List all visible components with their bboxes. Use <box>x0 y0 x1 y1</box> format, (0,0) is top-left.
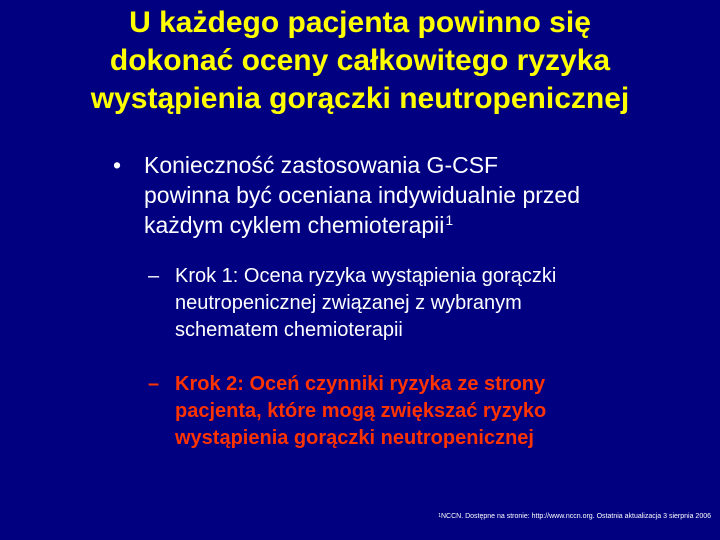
footnote-text: NCCN. Dostępne na stronie: http://www.nccn.org. Ostatnia aktualizacja 3 sierpnia 2006 <box>440 513 711 520</box>
title-line: wystąpienia gorączki neutropenicznej <box>90 82 630 115</box>
sub-bullet-line: neutropenicznej związanej z wybranym <box>175 292 522 314</box>
main-bullet-line: Konieczność zastosowania G-CSF <box>144 152 499 178</box>
main-bullet-line-wrap <box>144 210 704 243</box>
footnote-mark: 1 <box>438 513 441 519</box>
bullet-marker: • <box>113 152 122 178</box>
sub-bullet-text <box>175 371 715 452</box>
sub-bullet-line: pacjenta, które mogą zwiększać ryzyko <box>175 400 547 422</box>
main-bullet-line: powinna być oceniana indywidualnie przed <box>144 182 581 208</box>
sub-bullet-line: Krok 1: Ocena ryzyka wystąpienia gorączki <box>175 265 557 287</box>
sub-bullet-marker: – <box>148 373 160 395</box>
title-line: U każdego pacjenta powinno się <box>129 6 591 39</box>
sub-bullet-line: wystąpienia gorączki neutropenicznej <box>175 427 534 449</box>
title-line: dokonać oceny całkowitego ryzyka <box>109 44 611 77</box>
footnote-reference: 1 <box>445 212 454 228</box>
sub-bullet-line: Krok 2: Oceń czynniki ryzyka ze strony <box>175 373 546 395</box>
footnote <box>438 513 711 520</box>
main-bullet-text <box>144 150 704 243</box>
sub-bullet-marker: – <box>148 265 160 287</box>
sub-bullet-line: schematem chemioterapii <box>175 319 403 341</box>
main-bullet-line: każdym cyklem chemioterapii <box>144 212 445 238</box>
slide-title <box>0 4 720 118</box>
sub-bullet-text <box>175 263 715 344</box>
